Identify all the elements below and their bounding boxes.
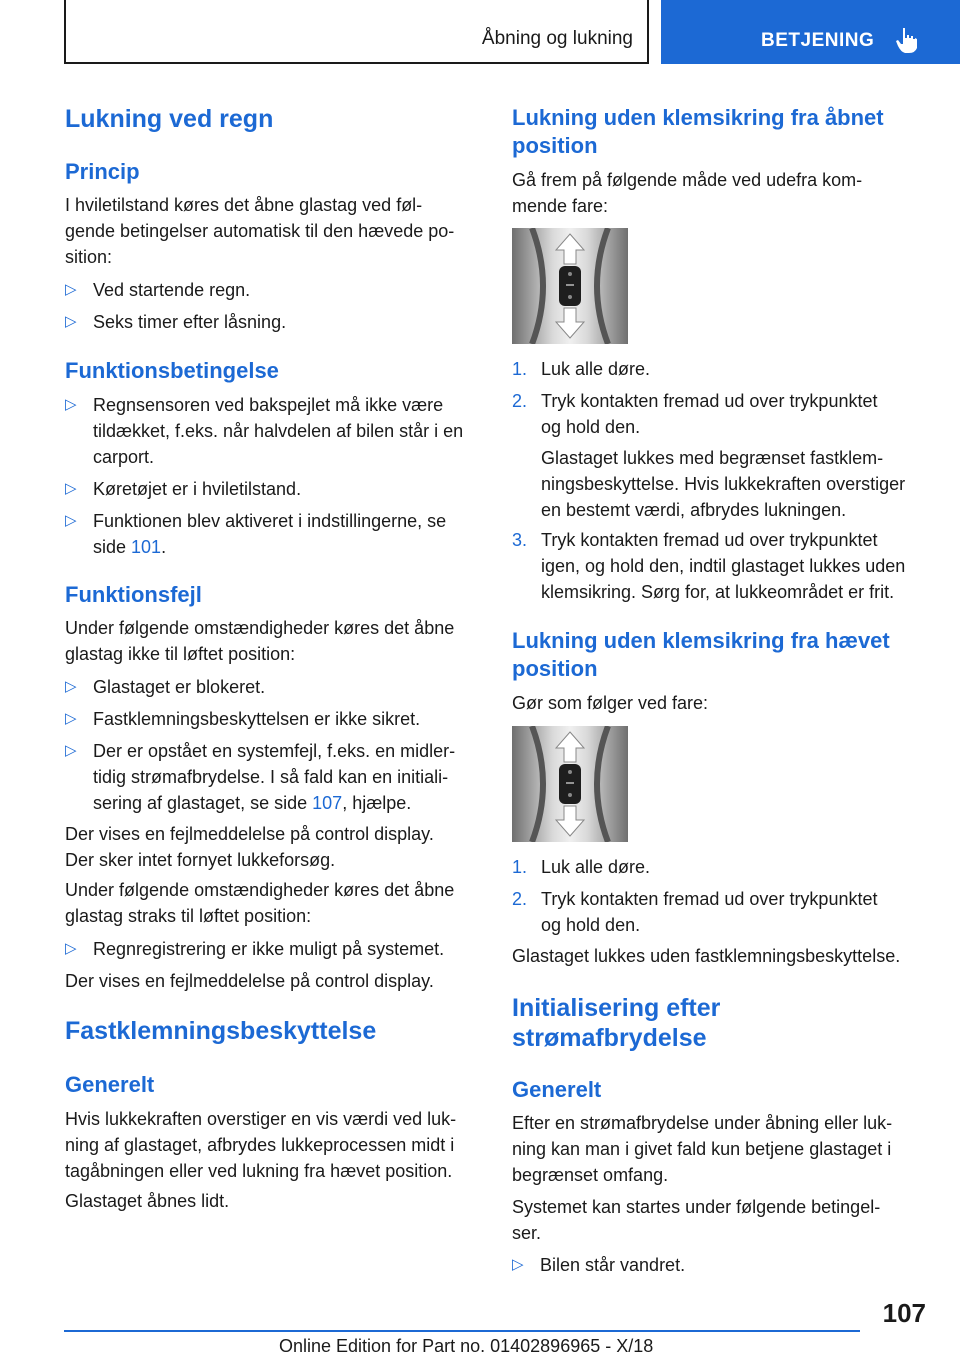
- uden-haevet-result: Glastaget lukkes uden fastklemningsbeskyttelse.: [512, 946, 901, 966]
- heading-lukning-uden-klemsikring-haevet-2: position: [512, 656, 598, 681]
- init-text-line-1: Efter en strømafbrydelse under åbning eller luk-: [512, 1113, 893, 1133]
- bullet-triangle-icon: ▷: [512, 1256, 524, 1273]
- init-text-line-4: Systemet kan startes under følgende betingel-: [512, 1197, 881, 1217]
- uden-aaben-text-line-1: Gå frem på følgende måde ved udefra kom-: [512, 170, 863, 190]
- numbered-step: 3. Tryk kontakten fremad ud over trykpunktet igen, og hold den, indtil glastaget lukkes uden klemsikring. Sørg for, at lukkeområdet er frit.: [512, 530, 906, 602]
- heading-generelt: Generelt: [65, 1072, 155, 1097]
- list-item: ▷ Der er opstået en systemfejl, f.eks. en midler- tidig strømafbrydelse. I så fald kan en initiali- sering af glastaget, se side 107, hjælpe.: [65, 738, 485, 818]
- init-text-line-5: ser.: [512, 1223, 542, 1243]
- numbered-step: 2. Tryk kontakten fremad ud over trykpunktet og hold den.: [512, 889, 878, 935]
- heading-funktionsfejl: Funktionsfejl: [65, 582, 202, 607]
- funktionsfejl-text-line: Der vises en fejlmeddelelse på control display.: [65, 971, 434, 991]
- generelt-text-line-1: Hvis lukkekraften overstiger en vis værdi ved luk-: [65, 1109, 457, 1129]
- funktionsfejl-text-line-2: glastag ikke til løftet position:: [65, 644, 296, 664]
- uden-haevet-text: Gør som følger ved fare:: [512, 693, 709, 713]
- bullet-triangle-icon: ▷: [65, 742, 77, 759]
- funktionsfejl-text-line: glastag straks til løftet position:: [65, 906, 312, 926]
- heading-fastklemningsbeskyttelse: Fastklemningsbeskyttelse: [65, 1017, 377, 1045]
- uden-aaben-text-line-2: mende fare:: [512, 196, 609, 216]
- header-section-box: [64, 0, 649, 64]
- page-link-101[interactable]: 101: [131, 537, 162, 557]
- switch-figure: [512, 726, 628, 842]
- heading-funktionsbetingelse: Funktionsbetingelse: [65, 358, 279, 383]
- roof-switch-illustration: [512, 726, 628, 842]
- funktionsfejl-text-line: Der vises en fejlmeddelelse på control display.: [65, 824, 434, 844]
- hand-pointer-icon: [895, 26, 919, 54]
- heading-lukning-uden-klemsikring-haevet-1: Lukning uden klemsikring fra hævet: [512, 628, 890, 653]
- princip-text-line-3: sition:: [65, 247, 113, 267]
- bullet-triangle-icon: ▷: [65, 678, 77, 695]
- heading-initialisering-1: Initialisering efter: [512, 994, 721, 1022]
- generelt-text-line-4: Glastaget åbnes lidt.: [65, 1191, 230, 1211]
- heading-lukning-ved-regn: Lukning ved regn: [65, 105, 274, 133]
- generelt-text-line-2: ning af glastaget, afbrydes lukkeprocessen midt i: [65, 1135, 455, 1155]
- chapter-tab[interactable]: [661, 0, 960, 64]
- funktionsfejl-text-line-1: Under følgende omstændigheder køres det åbne: [65, 618, 455, 638]
- bullet-triangle-icon: ▷: [65, 313, 77, 330]
- bullet-triangle-icon: ▷: [65, 710, 77, 727]
- step-note-line: en bestemt værdi, afbrydes lukningen.: [541, 500, 847, 520]
- list-item: ▷ Regnsensoren ved bakspejlet må ikke være tildækket, f.eks. når halvdelen af bilen står i en carport.: [65, 392, 485, 472]
- switch-figure: [512, 228, 628, 344]
- chapter-title: BETJENING: [761, 30, 875, 51]
- numbered-step: 2. Tryk kontakten fremad ud over trykpunktet og hold den.: [512, 391, 878, 437]
- bullet-triangle-icon: ▷: [65, 512, 77, 529]
- footer-divider: [64, 1330, 860, 1332]
- bullet-triangle-icon: ▷: [65, 281, 77, 298]
- princip-text-line-1: I hviletilstand køres det åbne glastag ved føl-: [65, 195, 423, 215]
- heading-generelt: Generelt: [512, 1077, 602, 1102]
- step-note-line: Glastaget lukkes med begrænset fastklem-: [541, 448, 884, 468]
- funktionsfejl-text-line: Der sker intet fornyet lukkeforsøg.: [65, 850, 336, 870]
- heading-lukning-uden-klemsikring-aabnet-2: position: [512, 133, 598, 158]
- roof-switch-illustration: [512, 228, 628, 344]
- list-item: ▷ Funktionen blev aktiveret i indstillingerne, se side 101.: [65, 508, 485, 562]
- section-title: Åbning og lukning: [481, 28, 633, 49]
- page-link-107[interactable]: 107: [312, 793, 343, 813]
- page-number: 107: [882, 1298, 926, 1328]
- heading-lukning-uden-klemsikring-aabnet-1: Lukning uden klemsikring fra åbnet: [512, 105, 884, 130]
- footer-edition: Online Edition for Part no. 01402896965 - X/18: [279, 1336, 654, 1356]
- bullet-triangle-icon: ▷: [65, 396, 77, 413]
- heading-princip: Princip: [65, 159, 140, 184]
- princip-text-line-2: gende betingelser automatisk til den hævede po-: [65, 221, 455, 241]
- funktionsfejl-text-line: Under følgende omstændigheder køres det åbne: [65, 880, 455, 900]
- generelt-text-line-3: tagåbningen eller ved lukning fra hævet position.: [65, 1161, 453, 1181]
- init-text-line-3: begrænset omfang.: [512, 1165, 669, 1185]
- init-text-line-2: ning kan man i givet fald kun betjene glastaget i: [512, 1139, 892, 1159]
- bullet-triangle-icon: ▷: [65, 940, 77, 957]
- heading-initialisering-2: strømafbrydelse: [512, 1024, 707, 1052]
- step-note-line: ningsbeskyttelse. Hvis lukkekraften overstiger: [541, 474, 906, 494]
- bullet-triangle-icon: ▷: [65, 480, 77, 497]
